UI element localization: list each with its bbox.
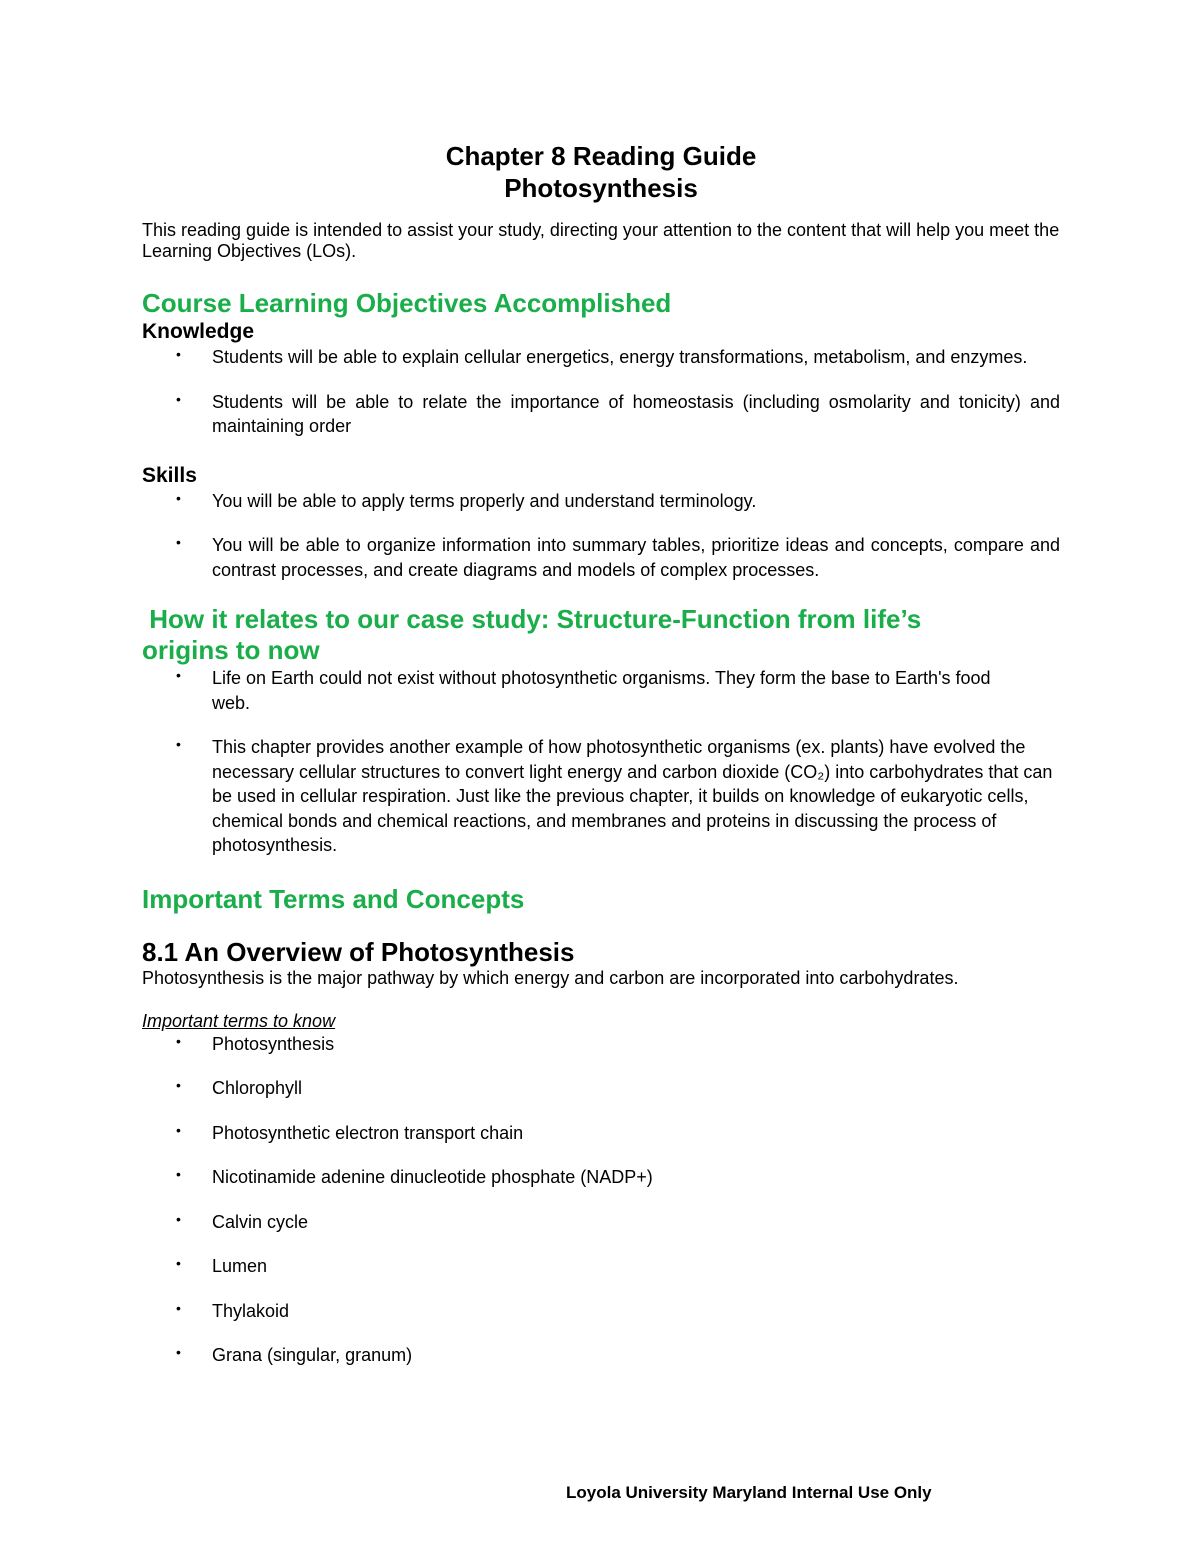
terms-list xyxy=(142,1032,1060,1368)
list-item xyxy=(142,735,1060,858)
intro-paragraph: This reading guide is intended to assist your study, directing your attention to the content that will help you meet the Learning Objectives (LOs). xyxy=(142,220,1060,261)
bullet-icon: • xyxy=(176,736,181,752)
knowledge-heading: Knowledge xyxy=(142,320,255,343)
terms-concepts-heading: Important Terms and Concepts xyxy=(142,883,525,914)
term-5: Calvin cycle xyxy=(212,1211,309,1232)
bullet-icon: • xyxy=(176,346,181,362)
list-item xyxy=(142,1121,1060,1146)
objectives-heading: Course Learning Objectives Accomplished xyxy=(142,288,672,318)
bullet-icon: • xyxy=(176,1077,181,1093)
title-line-1: Chapter 8 Reading Guide xyxy=(445,141,757,171)
case-study-heading: How it relates to our case study: Structure-Function from life’s origins to now xyxy=(142,604,929,665)
bullet-icon: • xyxy=(176,1121,181,1138)
knowledge-item-1: Students will be able to explain cellular energetics, energy transformations, metabolism, and enzymes. xyxy=(212,347,1028,367)
list-item xyxy=(142,489,1060,514)
list-item xyxy=(142,1032,1060,1057)
case-study-list xyxy=(142,666,1060,858)
skills-item-2: You will be able to organize information into summary tables, prioritize ideas and concepts, compare and contrast processes, and create diagrams and models of complex processes. xyxy=(212,535,1060,580)
case-study-item-1: Life on Earth could not exist without photosynthetic organisms. They form the base to Earth's food web. xyxy=(212,668,991,713)
list-item xyxy=(142,390,1060,439)
bullet-icon: • xyxy=(176,1032,181,1049)
knowledge-item-2: Students will be able to relate the importance of homeostasis (including osmolarity and tonicity) and maintaining order xyxy=(212,391,1060,436)
term-3: Photosynthetic electron transport chain xyxy=(212,1122,524,1143)
list-item xyxy=(142,533,1060,582)
list-item xyxy=(142,666,1060,715)
section-title: 8.1 An Overview of Photosynthesis xyxy=(142,936,575,967)
bullet-icon: • xyxy=(176,1299,181,1316)
list-item xyxy=(142,345,1060,370)
term-6: Lumen xyxy=(212,1256,268,1276)
list-item xyxy=(142,1210,1060,1235)
list-item xyxy=(142,1165,1060,1190)
term-1: Photosynthesis xyxy=(212,1033,335,1054)
bullet-icon: • xyxy=(176,1210,181,1227)
list-item xyxy=(142,1343,1060,1368)
section-text: Photosynthesis is the major pathway by which energy and carbon are incorporated into carbohydrates. xyxy=(142,967,959,988)
bullet-icon: • xyxy=(176,390,181,407)
bullet-icon: • xyxy=(176,534,181,550)
term-7: Thylakoid xyxy=(212,1300,290,1321)
term-8: Grana (singular, granum) xyxy=(212,1345,413,1365)
term-4: Nicotinamide adenine dinucleotide phosphate (NADP+) xyxy=(212,1167,653,1187)
skills-heading: Skills xyxy=(142,463,197,487)
footer-text: Loyola University Maryland Internal Use Only xyxy=(566,1483,932,1502)
bullet-icon: • xyxy=(176,1344,181,1360)
knowledge-list xyxy=(142,345,1060,439)
case-study-item-2: This chapter provides another example of how photosynthetic organisms (ex. plants) have evolved the necessary cellular structures to convert light energy and carbon dioxide (CO₂) into carbohydrates that can be used in cellular respiration. Just like the previous chapter, it builds on knowledge of eukaryotic cells, chemical bonds and chemical reactions, and membranes and proteins in discussing the process of photosynthesis. xyxy=(212,737,1053,855)
terms-label: Important terms to know xyxy=(142,1010,336,1031)
title-line-2: Photosynthesis xyxy=(504,173,698,203)
skills-list xyxy=(142,489,1060,583)
bullet-icon: • xyxy=(176,489,181,506)
bullet-icon: • xyxy=(176,667,181,683)
list-item xyxy=(142,1076,1060,1101)
skills-item-1: You will be able to apply terms properly and understand terminology. xyxy=(212,490,757,511)
bullet-icon: • xyxy=(176,1166,181,1182)
bullet-icon: • xyxy=(176,1255,181,1271)
list-item xyxy=(142,1254,1060,1279)
term-2: Chlorophyll xyxy=(212,1078,303,1098)
document-page xyxy=(142,140,1060,1368)
list-item xyxy=(142,1299,1060,1324)
